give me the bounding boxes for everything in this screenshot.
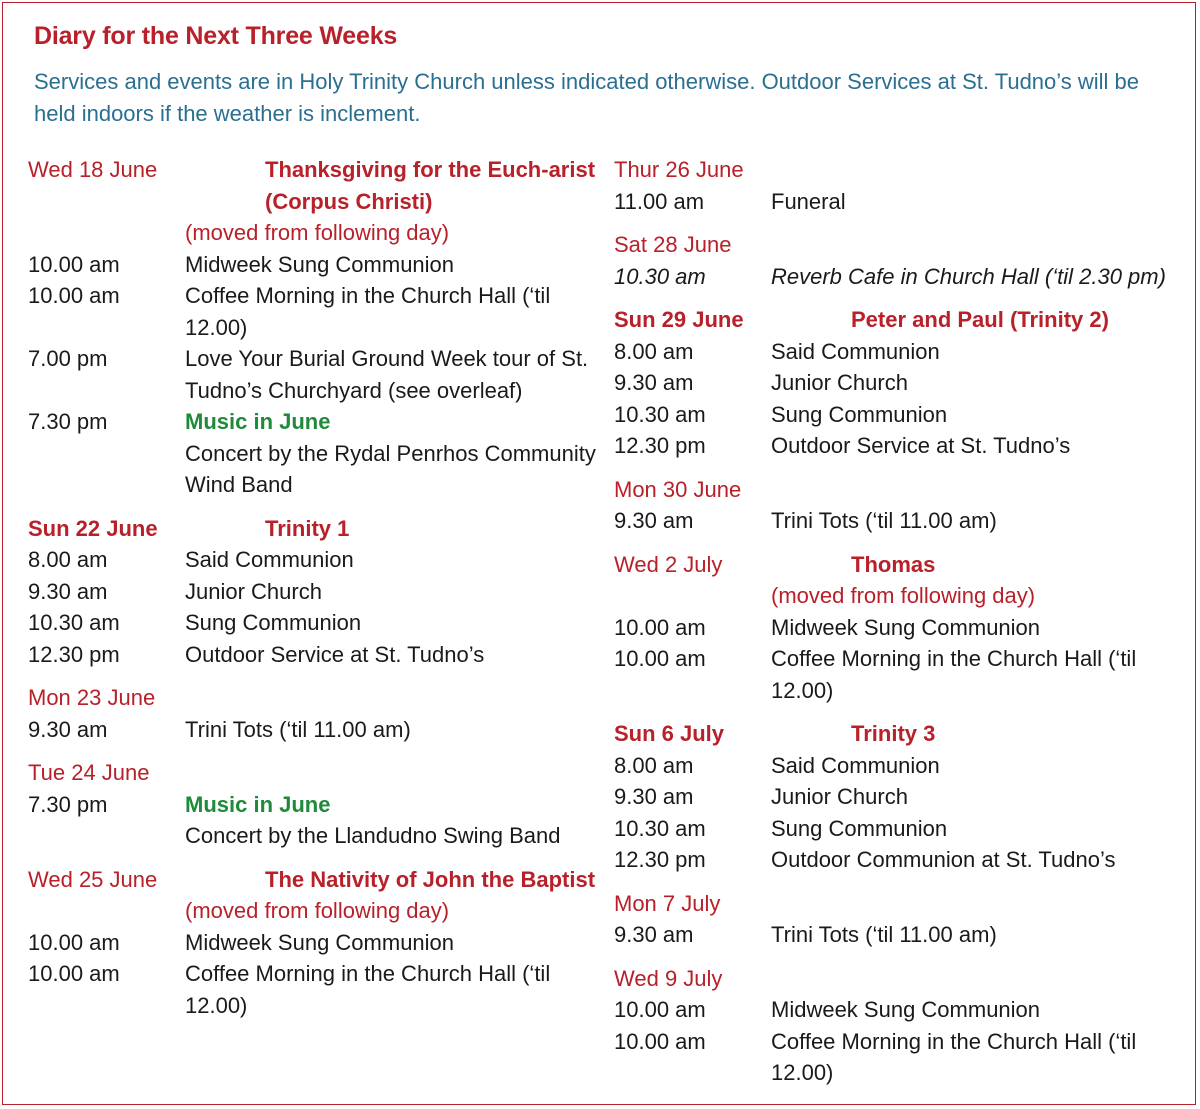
day-feast: Thomas [851, 551, 936, 577]
day-feast: The Nativity of John the Baptist [265, 866, 596, 892]
event-time: 8.00 am [28, 547, 108, 572]
day-wed-25-june [28, 864, 598, 1022]
event-time: 12.30 pm [614, 433, 706, 458]
day-wed-2-july [614, 549, 1184, 707]
event-desc: Outdoor Communion at St. Tudno’s [771, 847, 1116, 872]
event-row [28, 958, 598, 1021]
event-row [28, 927, 598, 959]
event-desc: Junior Church [185, 578, 322, 604]
event-time: 10.00 am [28, 961, 120, 986]
day-sun-6-july [614, 718, 1184, 876]
event-row [614, 750, 1184, 782]
event-desc: Junior Church [771, 370, 908, 395]
event-time: 9.30 am [28, 578, 108, 604]
event-time: 9.30 am [614, 784, 694, 809]
event-row [614, 994, 1184, 1026]
event-time: 12.30 pm [614, 847, 706, 872]
event-row [28, 639, 598, 671]
event-time: 10.30 am [614, 263, 706, 289]
event-time: 9.30 am [614, 370, 694, 395]
event-desc: Junior Church [771, 784, 908, 809]
event-time: 10.00 am [614, 646, 706, 671]
event-time: 10.00 am [614, 997, 706, 1022]
event-row [614, 919, 1184, 951]
day-date: Tue 24 June [28, 760, 150, 785]
event-desc: Said Communion [771, 752, 940, 778]
event-desc: Coffee Morning in the Church Hall (‘til 12.00) [771, 1028, 1137, 1085]
day-date: Thur 26 June [614, 157, 744, 182]
day-tue-24-june [28, 757, 598, 852]
event-time: 9.30 am [614, 508, 694, 533]
day-sun-22-june [28, 513, 598, 671]
event-desc: Reverb Cafe in Church Hall (‘til 2.30 pm) [771, 263, 1166, 289]
event-row [614, 844, 1184, 876]
event-desc: Sung Communion [771, 815, 948, 841]
event-row [28, 714, 598, 746]
event-time: 10.00 am [28, 251, 120, 277]
event-time: 10.30 am [28, 610, 120, 635]
event-row [28, 406, 598, 501]
music-heading: Music in June [185, 791, 331, 817]
event-row [28, 343, 598, 406]
page-title: Diary for the Next Three Weeks [34, 22, 398, 50]
event-desc: Midweek Sung Communion [771, 614, 1041, 640]
right-column [614, 154, 1184, 1101]
event-desc: Sung Communion [185, 610, 362, 635]
event-time: 7.30 pm [28, 409, 108, 434]
day-wed-18-june [28, 154, 598, 501]
event-desc: Trini Tots (‘til 11.00 am) [185, 716, 411, 742]
event-time: 9.30 am [614, 922, 694, 947]
day-date: Wed 2 July [614, 551, 723, 577]
day-mon-30-june [614, 474, 1184, 537]
day-feast: Trinity 1 [265, 515, 350, 541]
event-desc: Outdoor Service at St. Tudno’s [185, 641, 485, 667]
event-time: 10.30 am [614, 815, 706, 841]
event-row [614, 813, 1184, 845]
event-time: 7.00 pm [28, 346, 108, 371]
event-time: 9.30 am [28, 716, 108, 742]
event-desc: Said Communion [771, 338, 940, 364]
event-row [614, 261, 1184, 293]
event-desc: Said Communion [185, 547, 354, 572]
event-row [28, 789, 598, 852]
event-row [28, 249, 598, 281]
event-time: 10.00 am [28, 283, 120, 308]
event-desc: Coffee Morning in the Church Hall (‘til 12.00) [185, 961, 551, 1018]
day-sun-29-june [614, 304, 1184, 462]
day-date: Wed 25 June [28, 866, 158, 892]
day-mon-23-june [28, 682, 598, 745]
day-date: Sat 28 June [614, 232, 732, 257]
event-time: 10.00 am [614, 1028, 706, 1054]
event-desc: Love Your Burial Ground Week tour of St. Tudno’s Churchyard (see overleaf) [185, 346, 589, 403]
event-desc: Concert by the Llandudno Swing Band [185, 823, 561, 848]
event-desc: Trini Tots (‘til 11.00 am) [771, 922, 997, 947]
day-date: Mon 30 June [614, 476, 742, 502]
event-desc: Trini Tots (‘til 11.00 am) [771, 508, 997, 533]
event-row [614, 505, 1184, 537]
event-time: 10.00 am [28, 929, 120, 955]
event-row [614, 643, 1184, 706]
day-date: Mon 7 July [614, 890, 721, 916]
event-desc: Outdoor Service at St. Tudno’s [771, 433, 1071, 458]
day-date: Sun 22 June [28, 515, 158, 541]
event-row [614, 186, 1184, 218]
event-desc: Midweek Sung Communion [185, 929, 455, 955]
event-desc: Funeral [771, 188, 846, 214]
event-desc: Midweek Sung Communion [185, 251, 455, 277]
event-time: 11.00 am [614, 188, 705, 214]
intro-text: Services and events are in Holy Trinity Church unless indicated otherwise. Outdoor Services at St. Tudno’s will be held indoors if the weather is inclement. [34, 69, 1140, 126]
event-time: 8.00 am [614, 338, 694, 364]
day-feast: Thanksgiving for the Euch-arist (Corpus Christi) [265, 157, 596, 214]
event-row [28, 544, 598, 576]
event-row [614, 336, 1184, 368]
event-row [614, 781, 1184, 813]
event-row [614, 367, 1184, 399]
event-time: 7.30 pm [28, 791, 108, 817]
day-date: Mon 23 June [28, 685, 156, 710]
day-feast: Trinity 3 [851, 721, 936, 746]
day-wed-9-july [614, 963, 1184, 1089]
day-date: Sun 29 June [614, 307, 744, 332]
music-heading: Music in June [185, 409, 331, 434]
event-desc: Coffee Morning in the Church Hall (‘til 12.00) [185, 283, 551, 340]
event-row [28, 280, 598, 343]
event-row [614, 612, 1184, 644]
event-time: 10.00 am [614, 614, 706, 640]
left-column [28, 154, 598, 1033]
day-note: (moved from following day) [771, 583, 1036, 608]
day-date: Sun 6 July [614, 721, 725, 746]
event-desc: Concert by the Rydal Penrhos Community Wind Band [185, 440, 596, 497]
day-mon-7-july [614, 888, 1184, 951]
day-note: (moved from following day) [185, 898, 450, 923]
event-time: 8.00 am [614, 752, 694, 778]
event-desc: Coffee Morning in the Church Hall (‘til 12.00) [771, 646, 1137, 703]
day-date: Wed 9 July [614, 965, 723, 991]
event-time: 10.30 am [614, 401, 706, 427]
event-row [28, 576, 598, 608]
event-desc: Sung Communion [771, 401, 948, 427]
day-feast: Peter and Paul (Trinity 2) [851, 307, 1109, 332]
event-row [28, 607, 598, 639]
event-row [614, 399, 1184, 431]
day-sat-28-june [614, 229, 1184, 292]
day-date: Wed 18 June [28, 157, 158, 182]
day-thur-26-june [614, 154, 1184, 217]
event-row [614, 430, 1184, 462]
event-time: 12.30 pm [28, 641, 120, 667]
event-desc: Midweek Sung Communion [771, 997, 1041, 1022]
day-note: (moved from following day) [185, 220, 450, 245]
event-row [614, 1026, 1184, 1089]
